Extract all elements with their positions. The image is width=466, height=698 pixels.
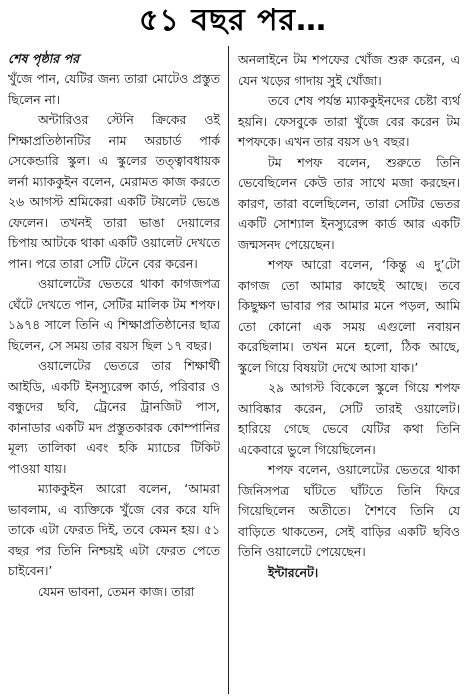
paragraph: ম্যাককুইন আরো বলেন, ‘আমরা ভাবলাম, এ ব্যক্তিকে খুঁজে বের করে যদি তাকে এটা ফেরত দিই, তবে কেমন হয়। ৫১ বছর পর তিনি নিশ্চয়ই এটা ফেরত পেতে চাইবেন।’	[8, 481, 220, 578]
article-column-left	[8, 50, 220, 602]
paragraph: অনলাইনে টম শপফের খোঁজ শুরু করেন, এ যেন খড়ের গাদায় সুই খোঁজা।	[238, 52, 460, 88]
paragraph: অন্টারিওর স্টেনি ক্রিকের ওই শিক্ষাপ্রতিষ্ঠানটির নাম অরচার্ড পার্ক সেকেন্ডারি স্কুল। এ স্কুলের তত্ত্বাবধায়ক লর্না ম্যাককুইন বলেন, মেরামত কাজ করতে ২৬ আগস্ট শ্রমিকেরা একটি টয়লেট ভেঙে ফেলেন। তখনই তারা ভাঙা দেয়ালের চিপায় আটকে থাকা একটি ওয়ালেট দেখতে পান। পরে তারা সেটি টেনে বের করেন।	[8, 112, 220, 271]
paragraph: ওয়ালেটের ভেতরে তার শিক্ষার্থী আইডি, একটি ইনস্যুরেন্স কার্ড, পরিবার ও বন্ধুদের ছবি, ট্রেনের ট্রানজিট পাস, কানাডার একটি মদ প্রস্তুতকারক কোম্পানির মূল্য তালিকা এবং হকি ম্যাচের টিকিট পাওয়া যায়।	[8, 358, 220, 476]
headline: ৫১ বছর পর…	[138, 3, 328, 38]
column-divider	[228, 46, 229, 694]
continued-from-label: শেষ পৃষ্ঠার পর	[8, 51, 80, 66]
paragraph: খুঁজে পান, যেটির জন্য তারা মোটেও প্রস্তুত ছিলেন না।	[8, 71, 220, 107]
paragraph: যেমন ভাবনা, তেমন কাজ। তারা	[38, 583, 195, 599]
paragraph: তবে শেষ পর্যন্ত ম্যাককুইনদের চেষ্টা ব্যর্থ হয়নি। ফেসবুকে তারা খুঁজে বের করেন টম শপফকে। এখন তার বয়স ৬৭ বছর।	[238, 93, 460, 149]
paragraph: টম শপফ বলেন, শুরুতে তিনি ভেবেছিলেন কেউ তার সাথে মজা করছেন। কারণ, তারা বলেছিলেন, তারা সেটির ভেতর একটি সোশ্যাল ইনস্যুরেন্স কার্ড আর একটি জন্মসনদ পেয়েছেন।	[238, 154, 460, 252]
paragraph: শপফ বলেন, ওয়ালেটের ভেতরে থাকা জিনিসপত্র ঘাঁটতে ঘাঁটতে তিনি ফিরে গিয়েছিলেন অতীতে। শৈশবে তিনি যে বাড়িতে থাকতেন, সেই বাড়ির একটি ছবিও তিনি ওয়ালেটে পেয়েছেন।	[238, 462, 460, 559]
source-byline: ইন্টারনেট।	[268, 564, 319, 580]
paragraph: শপফ আরো বলেন, ‘কিন্তু এ দু’টো কাগজ তো আমার কাছেই আছে। তবে কিছুক্ষণ ভাবার পর আমার মনে পড়ল, আমি তো কোনো এক সময় এগুলো নবায়ন করেছিলাম। তখন মনে হলো, ঠিক আছে, স্কুলে গিয়ে বিষয়টা দেখে আসা যাক।’	[238, 257, 460, 375]
article-column-right	[238, 50, 460, 583]
paragraph: ২৯ আগস্ট বিকেলে স্কুলে গিয়ে শপফ আবিষ্কার করেন, সেটি তারই ওয়ালেট। হারিয়ে গেছে ভেবে যেটির কথা তিনি একেবারে ভুলে গিয়েছিলেন।	[238, 380, 460, 457]
paragraph: ওয়ালেটের ভেতরে থাকা কাগজপত্র ঘেঁটে দেখতে পান, সেটির মালিক টম শপফ। ১৯৭৪ সালে তিনি এ শিক্ষাপ্রতিষ্ঠানের ছাত্র ছিলেন, সে সময় তার বয়স ছিল ১৭ বছর।	[8, 276, 220, 353]
